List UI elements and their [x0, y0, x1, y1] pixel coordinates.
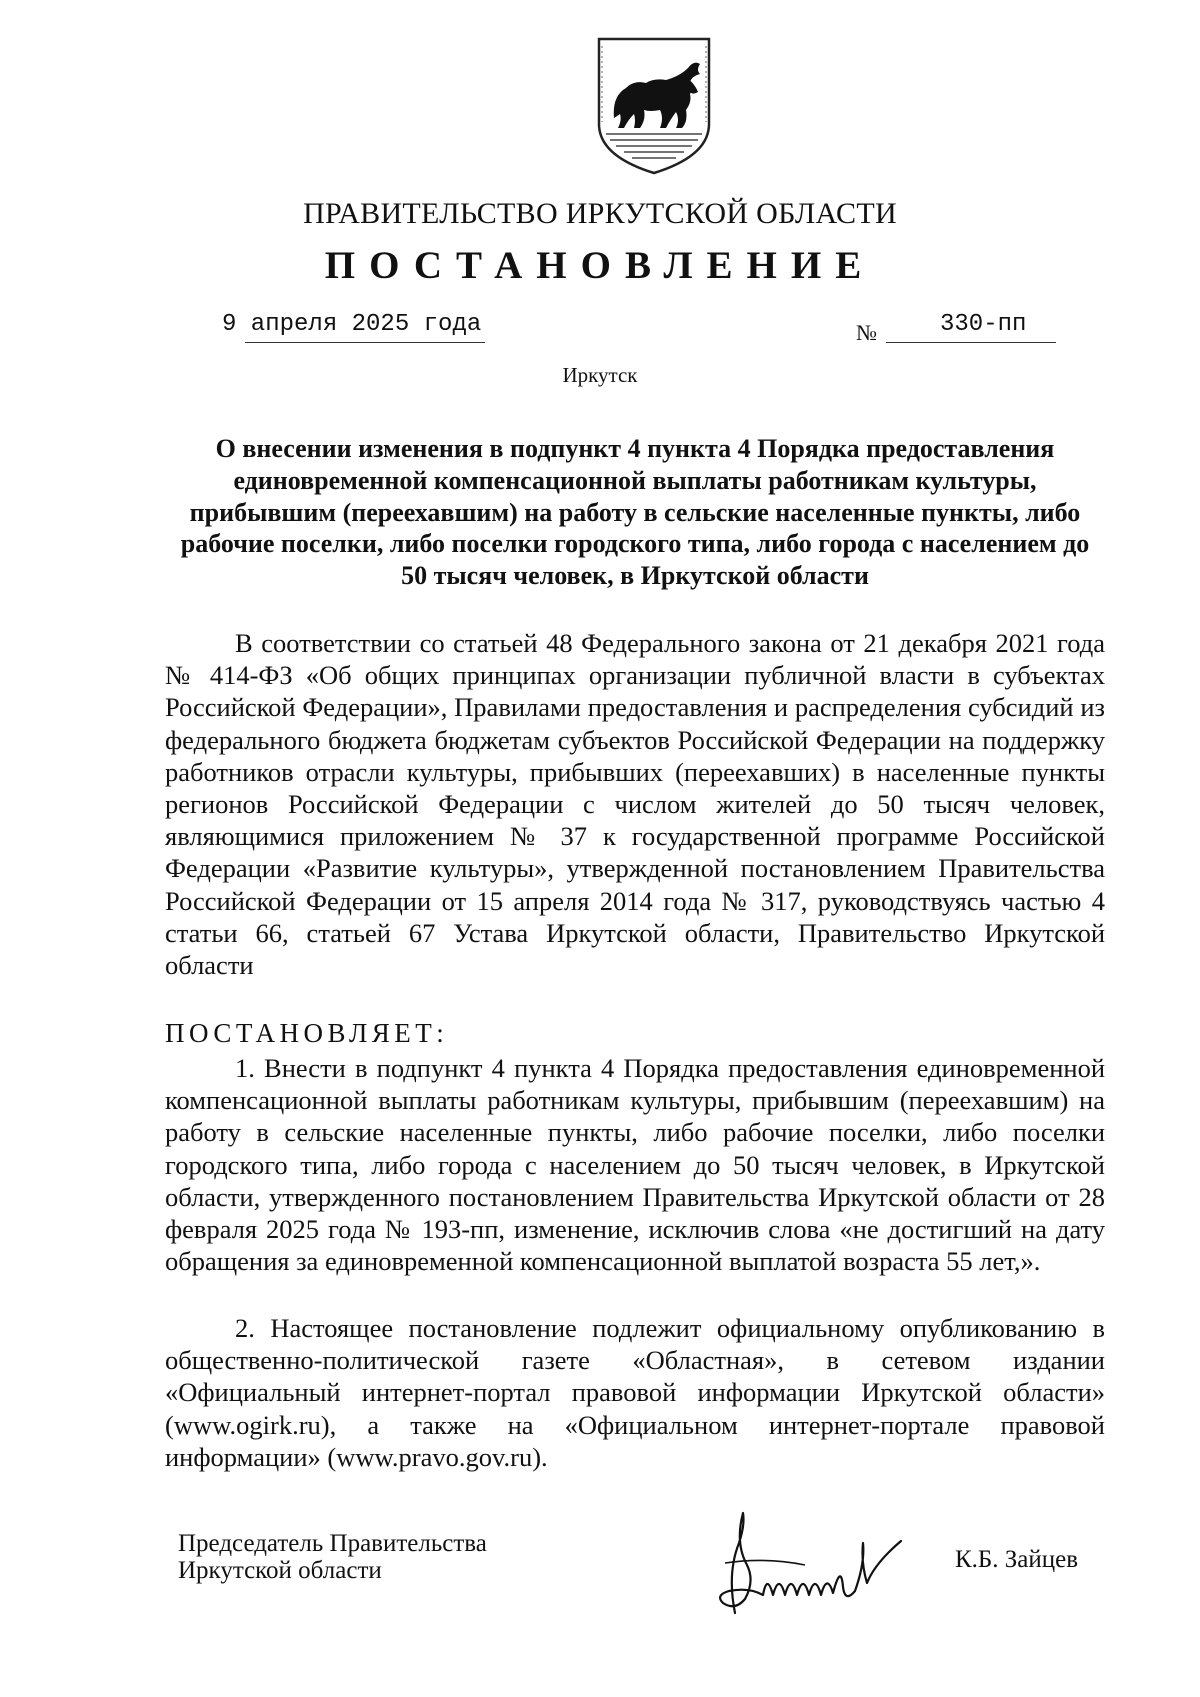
- date-underline: [245, 342, 485, 343]
- decree-word: ПОСТАНОВЛЯЕТ:: [165, 1018, 449, 1048]
- number-underline: [886, 342, 1056, 343]
- government-title: ПРАВИТЕЛЬСТВО ИРКУТСКОЙ ОБЛАСТИ: [303, 197, 897, 230]
- item-1-paragraph: 1. Внести в подпункт 4 пункта 4 Порядка предоставления единовременной компенсационной выплаты работникам культуры, прибывшим (переехавшим) на работу в сельские населенные пункты, либо рабочие поселки, либо поселки городского типа, либо города с населением до 50 тысяч человек, в Иркутской области, утвержденного постановлением Правительства Иркутской области от 28 февраля 2025 года № 193-пп, изменение, исключив слова «не достигший на дату обращения за единовременной компенсационной выплатой возраста 55 лет,».: [165, 1053, 1105, 1277]
- number-sign: №: [856, 320, 877, 345]
- item-2-paragraph: 2. Настоящее постановление подлежит официальному опубликованию в общественно-политической газете «Областная», в сетевом издании «Официальный интернет-портал правовой информации Иркутской области» (www.ogirk.ru), а также на «Официальном интернет-портале правовой информации» (www.pravo.gov.ru).: [165, 1313, 1105, 1472]
- position-line-1: Председатель Правительства: [178, 1530, 487, 1557]
- document-date: 9 апреля 2025 года: [222, 311, 482, 338]
- document-subject: О внесении изменения в подпункт 4 пункта 4 Порядка предоставления единовременной компенсационной выплаты работникам культуры, прибывшим (переехавшим) на работу в сельские населенные пункты, либо рабочие поселки, либо поселки городского типа, либо города с населением до 50 тысяч человек, в Иркутской области: [180, 434, 1090, 591]
- city-label: Иркутск: [562, 363, 638, 387]
- signer-name: К.Б. Зайцев: [955, 1546, 1079, 1573]
- position-line-2: Иркутской области: [178, 1557, 382, 1584]
- handwritten-signature-icon: [705, 1503, 930, 1628]
- signatory-position: [178, 1530, 487, 1584]
- irkutsk-coat-of-arms-icon: [596, 36, 712, 176]
- preamble-paragraph: В соответствии со статьей 48 Федерального закона от 21 декабря 2021 года № 414-ФЗ «Об общих принципах организации публичной власти в субъектах Российской Федерации», Правилами предоставления и распределения субсидий из федерального бюджета бюджетам субъектов Российской Федерации на поддержку работников отрасли культуры, прибывших (переехавших) в населенные пункты регионов Российской Федерации с числом жителей до 50 тысяч человек, являющимися приложением № 37 к государственной программе Российской Федерации «Развитие культуры», утвержденной постановлением Правительства Российской Федерации от 15 апреля 2014 года № 317, руководствуясь частью 4 статьи 66, статьей 67 Устава Иркутской области, Правительство Иркутской области: [165, 628, 1105, 981]
- document-number: 330-пп: [940, 311, 1027, 338]
- document-type-heading: ПОСТАНОВЛЕНИЕ: [324, 244, 876, 287]
